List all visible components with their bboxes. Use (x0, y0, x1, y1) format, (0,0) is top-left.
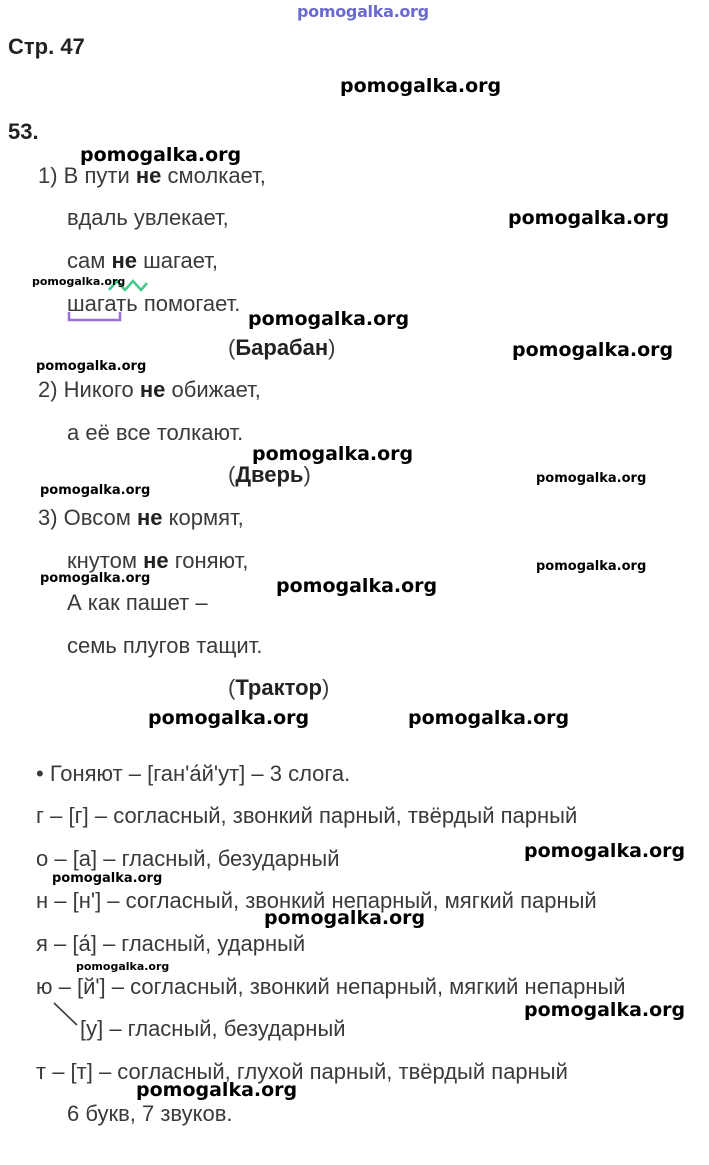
watermark: pomogalka.org (52, 871, 163, 886)
watermark: pomogalka.org (264, 907, 426, 929)
watermark: pomogalka.org (536, 471, 647, 486)
phonetic-header: • Гоняют – [ган'а́й'ут] – 3 слога. (36, 761, 351, 786)
watermark: pomogalka.org (136, 1079, 298, 1101)
watermark: pomogalka.org (148, 707, 310, 729)
exercise-number: 53. (8, 119, 39, 144)
watermark: pomogalka.org (340, 75, 502, 97)
riddle-3-line-2: кнутом не гоняют, (67, 548, 249, 573)
riddle-1-line-3: сам не шагает, (67, 248, 219, 273)
riddle-2-line-1: 2) Никого не обижает, (38, 377, 261, 402)
phonetic-summary: 6 букв, 7 звуков. (67, 1101, 233, 1126)
riddle-1-line-4: шагать помогает. (67, 291, 241, 316)
subject-word: шагать (67, 291, 138, 316)
watermark: pomogalka.org (36, 359, 147, 374)
watermark: pomogalka.org (524, 840, 686, 862)
phonetic-row: г – [г] – согласный, звонкий парный, твёрдый парный (36, 803, 578, 828)
watermark: pomogalka.org (40, 571, 151, 586)
watermark: pomogalka.org (76, 960, 170, 973)
watermark: pomogalka.org (536, 559, 647, 574)
watermark: pomogalka.org (252, 443, 414, 465)
watermark: pomogalka.org (32, 275, 126, 288)
phonetic-row: о – [а] – гласный, безударный (36, 846, 340, 871)
riddle-2-answer: (Дверь) (228, 462, 311, 487)
riddle-1-line-1: 1) В пути не смолкает, (38, 163, 266, 188)
riddle-3-answer: (Трактор) (228, 675, 330, 700)
phonetic-row: я – [а́] – гласный, ударный (36, 931, 306, 956)
phonetic-row: н – [н'] – согласный, звонкий непарный, мягкий парный (36, 888, 597, 913)
riddle-3-line-1: 3) Овсом не кормят, (38, 505, 244, 530)
phonetic-row: ю – [й'] – согласный, звонкий непарный, мягкий непарный (36, 974, 626, 999)
top-watermark: pomogalka.org (297, 2, 429, 21)
branch-line-icon (52, 1001, 80, 1027)
phonetic-row: [у] – гласный, безударный (80, 1016, 346, 1041)
watermark: pomogalka.org (408, 707, 570, 729)
riddle-1-line-2: вдаль увлекает, (67, 205, 229, 230)
phonetic-row: т – [т] – согласный, глухой парный, твёрдый парный (36, 1059, 568, 1084)
watermark: pomogalka.org (80, 144, 242, 166)
watermark: pomogalka.org (512, 339, 674, 361)
watermark: pomogalka.org (508, 207, 670, 229)
page-label: Стр. 47 (8, 34, 85, 59)
watermark: pomogalka.org (276, 575, 438, 597)
riddle-2-line-2: а её все толкают. (67, 420, 244, 445)
watermark: pomogalka.org (524, 999, 686, 1021)
subject-underline-mark (68, 312, 122, 322)
riddle-3-line-3: А как пашет – (67, 590, 208, 615)
riddle-3-line-4: семь плугов тащит. (67, 633, 263, 658)
watermark: pomogalka.org (40, 483, 151, 498)
riddle-1-answer: (Барабан) (228, 335, 336, 360)
watermark: pomogalka.org (248, 308, 410, 330)
